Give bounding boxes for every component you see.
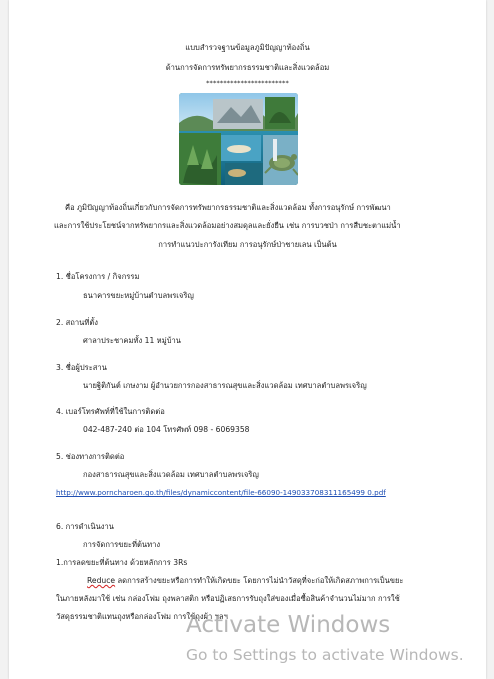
section4-heading: 4. เบอร์โทรศัพท์ที่ใช้ในการติดต่อ (56, 407, 165, 416)
section6-body-line1 (87, 576, 403, 586)
section1-value: ธนาคารขยะหมู่บ้านตำบลพรเจริญ (83, 291, 194, 300)
section5-heading: 5. ช่องทางการติดต่อ (56, 452, 125, 461)
document-page (9, 0, 486, 679)
section6-subheading: การจัดการขยะที่ต้นทาง (83, 540, 161, 549)
section6-item1: 1.การลดขยะที่ต้นทาง ด้วยหลักการ 3Rs (56, 558, 188, 567)
section2-heading: 2. สถานที่ตั้ง (56, 318, 98, 327)
section5-value: กองสาธารณสุขและสิ่งแวดล้อม เทศบาลตำบลพรเจริญ (83, 470, 259, 479)
section1-heading: 1. ชื่อโครงการ / กิจกรรม (56, 272, 140, 281)
intro-line1: คือ ภูมิปัญญาท้องถิ่นเกี่ยวกับการจัดการทรัพยากรธรรมชาติและสิ่งแวดล้อม ทั้งการอนุรักษ์ การพัฒนา (65, 203, 391, 212)
reduce-term: Reduce (87, 576, 116, 585)
title-separator: ************************ (206, 79, 289, 87)
document-title-line2: ด้านการจัดการทรัพยากรธรรมชาติและสิ่งแวดล้อม (165, 63, 330, 72)
section6-body-line1-text: ลดการสร้างขยะหรือการทำให้เกิดขยะ โดยการไม่นำวัสดุที่จะก่อให้เกิดสภาพการเป็นขยะ (115, 576, 404, 585)
section2-value: ศาลาประชาคมทั้ง 11 หมู่บ้าน (83, 336, 181, 345)
activate-windows-title: Activate Windows (186, 612, 391, 638)
document-title-line1: แบบสำรวจฐานข้อมูลภูมิปัญญาท้องถิ่น (185, 43, 310, 52)
section5-link[interactable]: http://www.porncharoen.go.th/files/dynamiccontent/file-66090-149033708311165499 0.pdf (56, 488, 386, 497)
section4-value: 042-487-240 ต่อ 104 โทรศัพท์ 098 - 6069358 (83, 425, 250, 434)
activate-windows-subtitle[interactable]: Go to Settings to activate Windows. (186, 646, 464, 664)
section3-heading: 3. ชื่อผู้ประสาน (56, 363, 107, 372)
intro-line2: และการใช้ประโยชน์จากทรัพยากรและสิ่งแวดล้อมอย่างสมดุลและยั่งยืน เช่น การบวชป่า การสืบชะตาแม่น้ำ (54, 221, 401, 230)
section6-body-line2: ในภายหลังมาใช้ เช่น กล่องโฟม ถุงพลาสติก หรือปฏิเสธการรับถุงใส่ของเมื่อซื้อสินค้าจำนวนไม่มาก การใช้ (56, 594, 400, 603)
intro-line3: การทำแนวปะการังเทียม การอนุรักษ์ป่าชายเลน เป็นต้น (158, 240, 337, 249)
section6-heading: 6. การดำเนินงาน (56, 522, 114, 531)
section6-body-line3: วัสดุธรรมชาติแทนถุงหรือกล่องโฟม การใช้ถุงผ้า ฯลฯ (56, 612, 228, 621)
nature-collage-image (179, 93, 298, 185)
section3-value: นายฐิติกันต์ เกษงาม ผู้อำนวยการกองสาธารณสุขและสิ่งแวดล้อม เทศบาลตำบลพรเจริญ (83, 381, 367, 390)
